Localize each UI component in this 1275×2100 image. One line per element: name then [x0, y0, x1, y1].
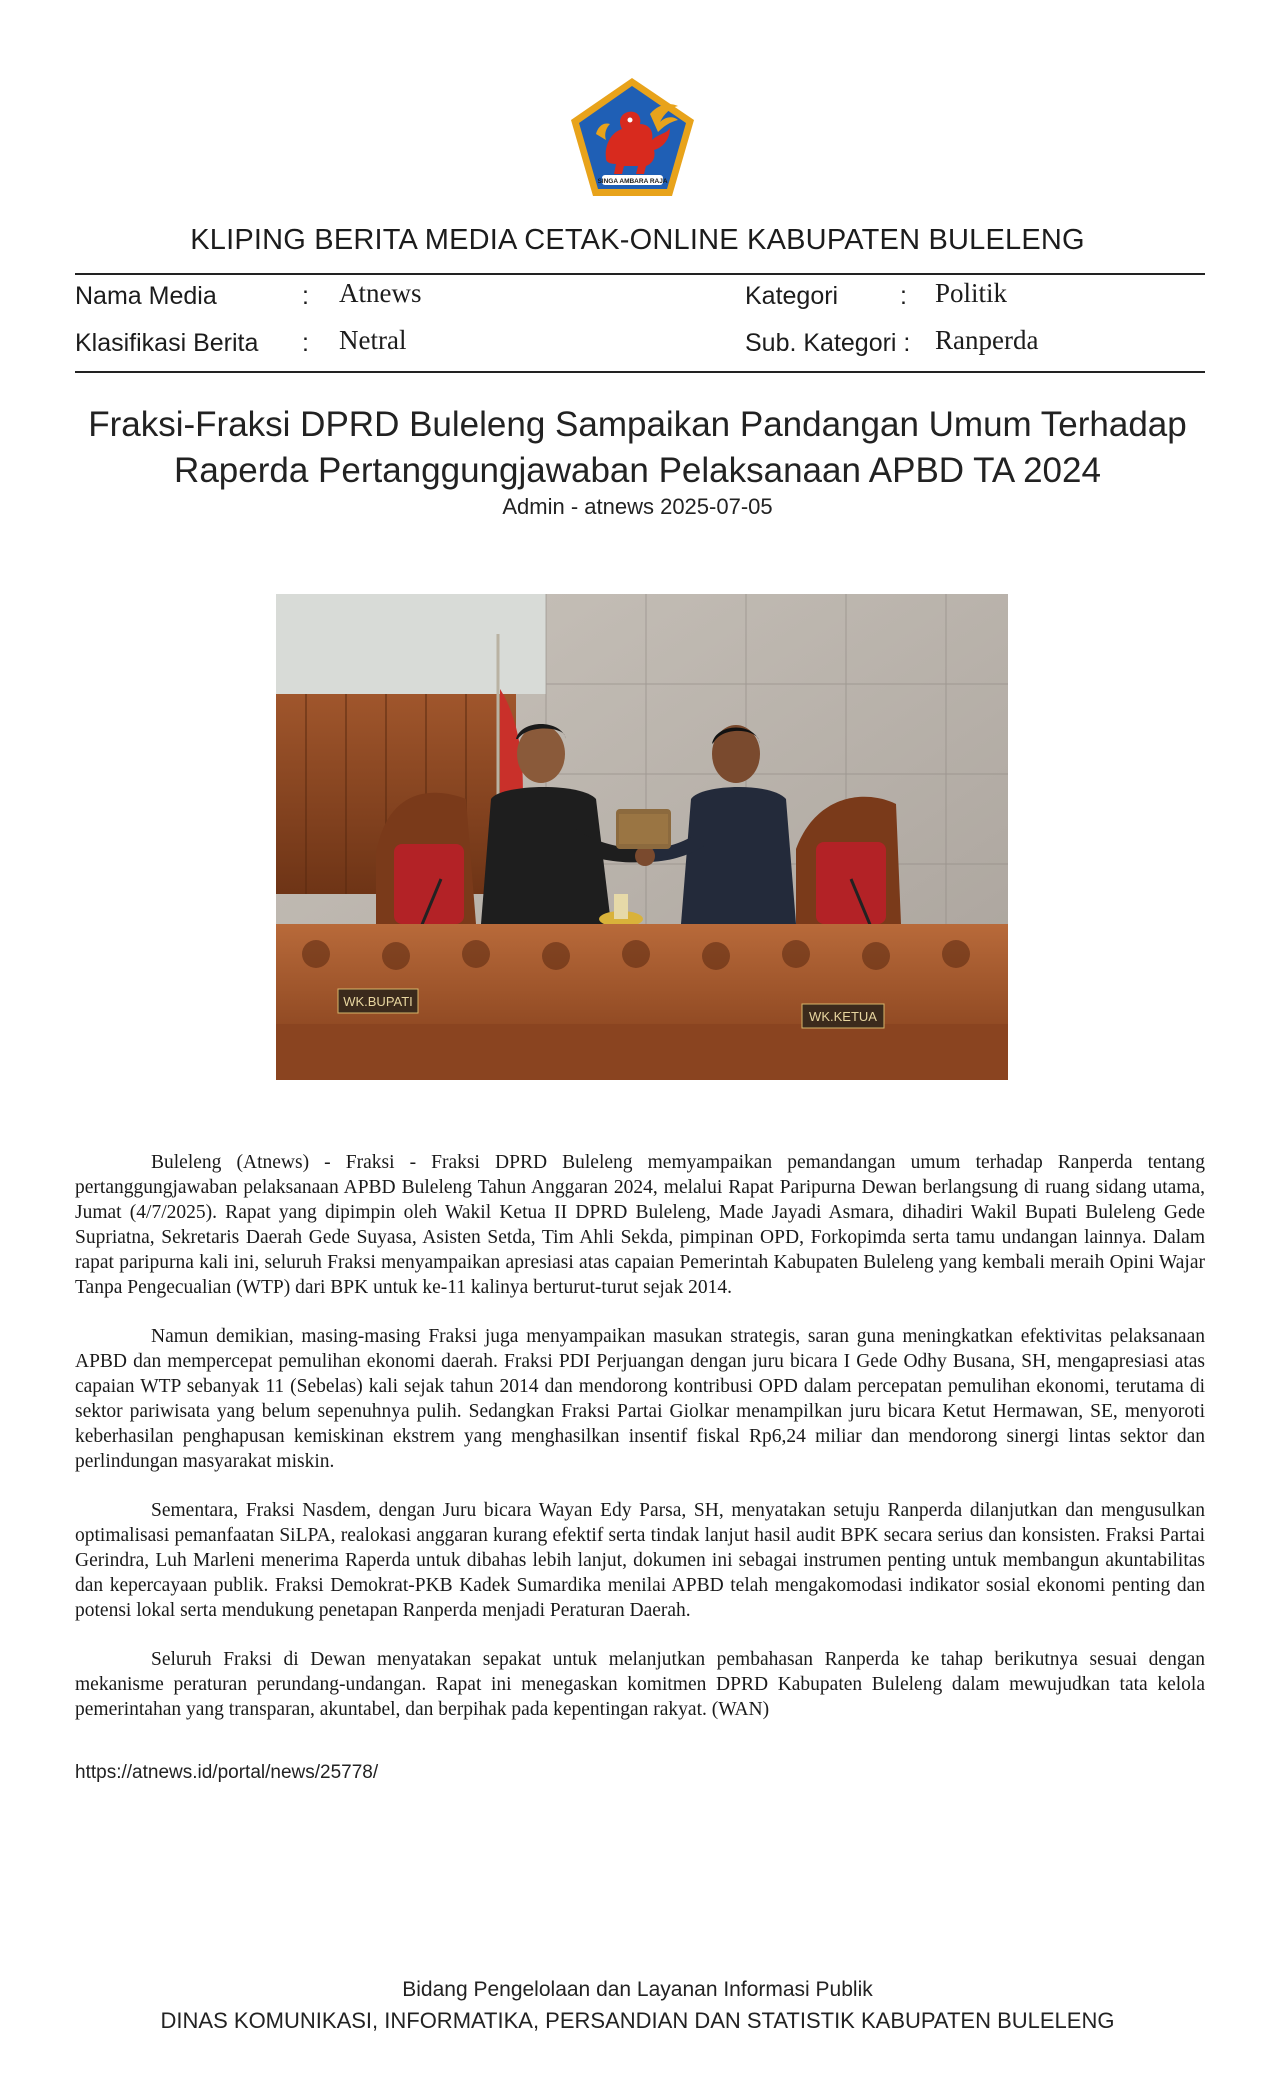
buleleng-emblem-logo: [566, 74, 699, 202]
kategori-value: Politik: [935, 278, 1008, 308]
nama-media-colon: :: [302, 282, 309, 310]
article-paragraph-2: Namun demikian, masing-masing Fraksi juga menyampaikan masukan strategis, saran guna meningkatkan efektivitas pelaksanaan APBD dan mempercepat pemulihan ekonomi daerah. Fraksi PDI Perjuangan dengan juru bicara I Gede Odhy Busana, SH, mengapresiasi atas capaian WTP sebanyak 11 (Sebelas) kali sejak tahun 2014 dan mendorong kontribusi OPD dalam percepatan pemulihan ekonomi, terutama di sektor pariwisata yang belum sepenuhnya pulih. Sedangkan Fraksi Partai Giolkar menampilkan juru bicara Ketut Hermawan, SE, menyoroti keberhasilan penghapusan kemiskinan ekstrem yang menghasilkan insentif fiskal Rp6,24 miliar dan mendorong sinergi lintas sektor dan perlindungan masyarakat miskin.: [75, 1326, 1205, 1472]
footer-bidang: Bidang Pengelolaan dan Layanan Informasi Publik: [402, 1978, 873, 2001]
article-title-line2: Raperda Pertanggungjawaban Pelaksanaan APBD TA 2024: [174, 451, 1101, 490]
nama-media-label: Nama Media: [75, 282, 217, 310]
source-url-link[interactable]: https://atnews.id/portal/news/25778/: [75, 1762, 379, 1783]
kliping-header-title: KLIPING BERITA MEDIA CETAK-ONLINE KABUPATEN BULELENG: [190, 224, 1085, 256]
sub-kategori-label: Sub. Kategori :: [745, 329, 911, 357]
klasifikasi-berita-label: Klasifikasi Berita: [75, 329, 259, 357]
photo-sign-right: WK.KETUA: [809, 1009, 877, 1024]
logo-motto: SINGA AMBARA RAJA: [597, 178, 668, 185]
header-rule-bottom: [75, 371, 1205, 373]
nama-media-value: Atnews: [339, 278, 422, 308]
article-title-line1: Fraksi-Fraksi DPRD Buleleng Sampaikan Pandangan Umum Terhadap: [88, 405, 1187, 444]
article-title: [80, 402, 1195, 494]
photo-sign-left: WK.BUPATI: [343, 994, 413, 1009]
kategori-label: Kategori: [745, 282, 839, 310]
footer-dinas: DINAS KOMUNIKASI, INFORMATIKA, PERSANDIAN DAN STATISTIK KABUPATEN BULELENG: [160, 2008, 1115, 2033]
kategori-colon: :: [900, 282, 907, 310]
article-byline: Admin - atnews 2025-07-05: [502, 494, 773, 519]
klasifikasi-berita-value: Netral: [339, 325, 407, 355]
article-paragraph-4: Seluruh Fraksi di Dewan menyatakan sepakat untuk melanjutkan pembahasan Ranperda ke tahap berikutnya sesuai dengan mekanisme peraturan perundang-undangan. Rapat ini menegaskan komitmen DPRD Kabupaten Buleleng dalam mewujudkan tata kelola pemerintahan yang transparan, akuntabel, dan berpihak pada kepentingan rakyat. (WAN): [75, 1649, 1205, 1720]
sub-kategori-value: Ranperda: [935, 325, 1039, 355]
header-rule-top: [75, 273, 1205, 275]
article-paragraph-1: Buleleng (Atnews) - Fraksi - Fraksi DPRD Buleleng memyampaikan pemandangan umum terhadap Ranperda tentang pertanggungjawaban pelaksanaan APBD Buleleng Tahun Anggaran 2024, melalui Rapat Paripurna Dewan berlangsung di ruang sidang utama, Jumat (4/7/2025). Rapat yang dipimpin oleh Wakil Ketua II DPRD Buleleng, Made Jayadi Asmara, dihadiri Wakil Bupati Buleleng Gede Supriatna, Sekretaris Daerah Gede Suyasa, Asisten Setda, Tim Ahli Sekda, pimpinan OPD, Forkopimda serta tamu undangan lainnya. Dalam rapat paripurna kali ini, seluruh Fraksi menyampaikan apresiasi atas capaian Pemerintah Kabupaten Buleleng yang kembali meraih Opini Wajar Tanpa Pengecualian (WTP) dari BPK untuk ke-11 kalinya berturut-turut sejak 2014.: [75, 1152, 1205, 1298]
article-paragraph-3: Sementara, Fraksi Nasdem, dengan Juru bicara Wayan Edy Parsa, SH, menyatakan setuju Ranperda dilanjutkan dan mengusulkan optimalisasi pemanfaatan SiLPA, realokasi anggaran kurang efektif serta tindak lanjut hasil audit BPK secara serius dan konsisten. Fraksi Partai Gerindra, Luh Marleni menerima Raperda untuk dibahas lebih lanjut, dokumen ini sebagai instrumen penting untuk membangun akuntabilitas dan kepercayaan publik. Fraksi Demokrat-PKB Kadek Sumardika menilai APBD telah mengakomodasi indikator sosial ekonomi penting dan potensi lokal serta mendukung penetapan Ranperda menjadi Peraturan Daerah.: [75, 1500, 1205, 1621]
article-body: [75, 1150, 1205, 1746]
klasifikasi-colon: :: [302, 329, 309, 357]
article-photo: [276, 594, 1008, 1080]
